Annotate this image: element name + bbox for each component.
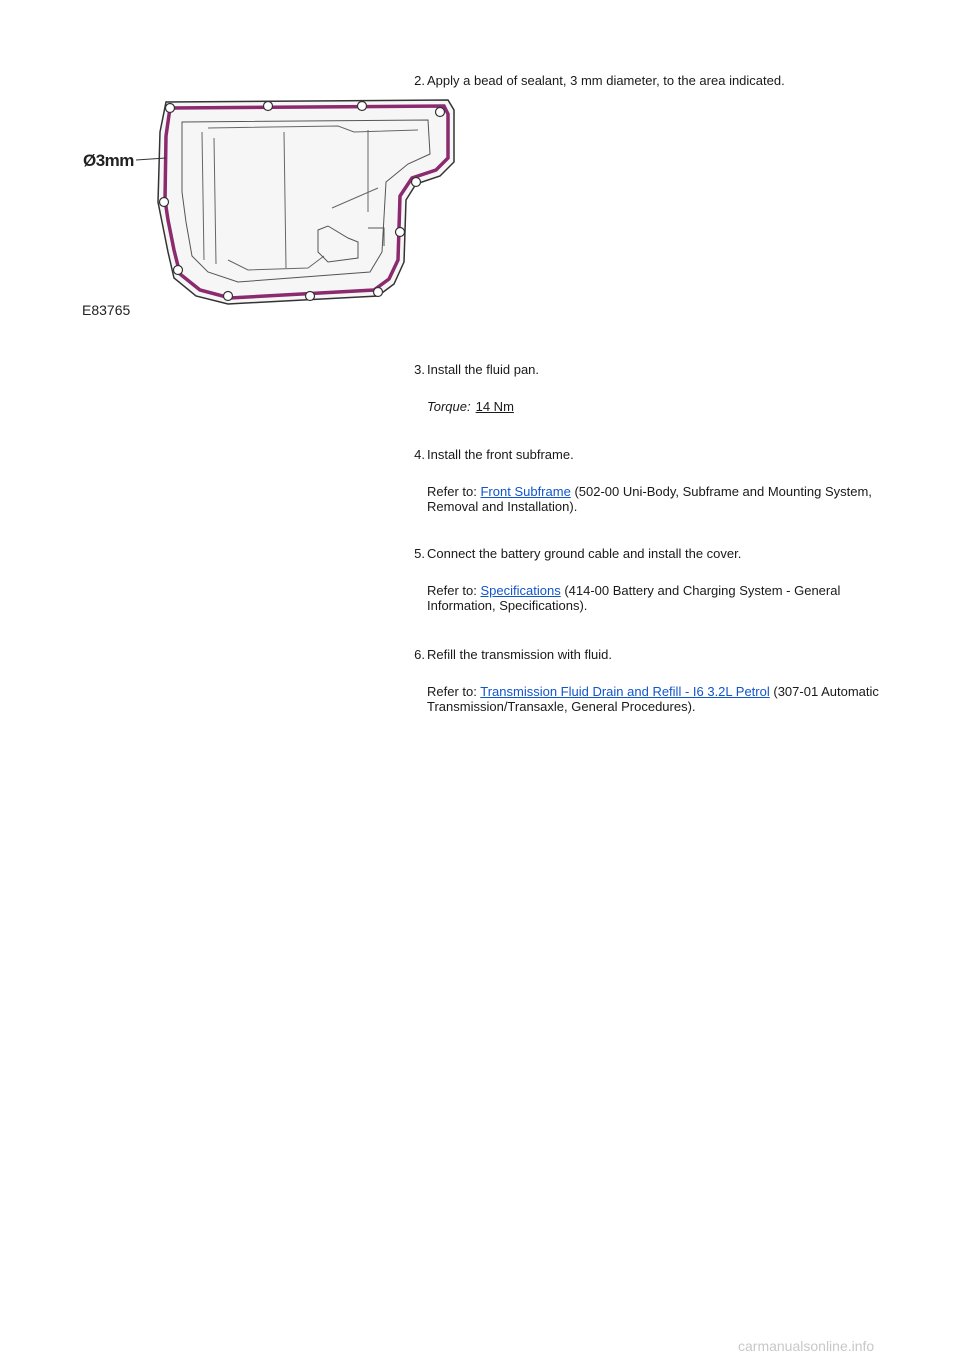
step-number: 6.: [414, 647, 425, 662]
bolt-hole: [264, 102, 273, 111]
bolt-hole: [374, 288, 383, 297]
bolt-hole: [358, 102, 367, 111]
step-text: Install the fluid pan.: [427, 362, 540, 377]
step-4: [405, 447, 885, 514]
step-number: 3.: [414, 362, 425, 377]
refer-prefix: Refer to:: [427, 484, 477, 499]
step-6: [405, 647, 885, 714]
front-subframe-link[interactable]: Front Subframe: [480, 484, 571, 499]
torque-label: Torque:: [427, 399, 471, 414]
torque-spec: [427, 399, 885, 414]
fluid-pan-figure: [78, 92, 468, 328]
step-number: 5.: [414, 546, 425, 561]
reference: [427, 484, 887, 514]
bolt-hole: [436, 108, 445, 117]
watermark: carmanualsonline.info: [738, 1338, 875, 1354]
reference: [427, 583, 857, 613]
step-number: 2.: [414, 73, 425, 88]
torque-value: 14 Nm: [475, 399, 514, 414]
step-3: [405, 362, 885, 414]
refer-suffix: (307-01 Automatic Transmission/Transaxle, General Procedures).: [427, 684, 879, 714]
figure-id: E83765: [82, 302, 131, 318]
reference: [427, 684, 887, 714]
bolt-hole: [160, 198, 169, 207]
step-5: [405, 546, 885, 613]
refer-suffix: (502-00 Uni-Body, Subframe and Mounting System, Removal and Installation).: [427, 484, 872, 514]
refer-prefix: Refer to:: [427, 583, 477, 598]
bolt-hole: [412, 178, 421, 187]
step-2: [405, 73, 885, 88]
bolt-hole: [224, 292, 233, 301]
fluid-pan-illustration: [78, 92, 468, 328]
refer-suffix: (414-00 Battery and Charging System - General Information, Specifications).: [427, 583, 841, 613]
step-text: Apply a bead of sealant, 3 mm diameter, to the area indicated.: [427, 73, 785, 88]
refer-prefix: Refer to:: [427, 684, 477, 699]
bolt-hole: [396, 228, 405, 237]
bolt-hole: [174, 266, 183, 275]
step-text: Refill the transmission with fluid.: [427, 647, 612, 662]
bolt-hole: [306, 292, 315, 301]
dimension-label: Ø3mm: [83, 151, 134, 170]
step-text: Connect the battery ground cable and install the cover.: [427, 546, 742, 561]
step-number: 4.: [414, 447, 425, 462]
step-text: Install the front subframe.: [427, 447, 574, 462]
transmission-fluid-drain-refill-link[interactable]: Transmission Fluid Drain and Refill - I6 3.2L Petrol: [480, 684, 770, 699]
bolt-hole: [166, 104, 175, 113]
specifications-link[interactable]: Specifications: [480, 583, 561, 598]
